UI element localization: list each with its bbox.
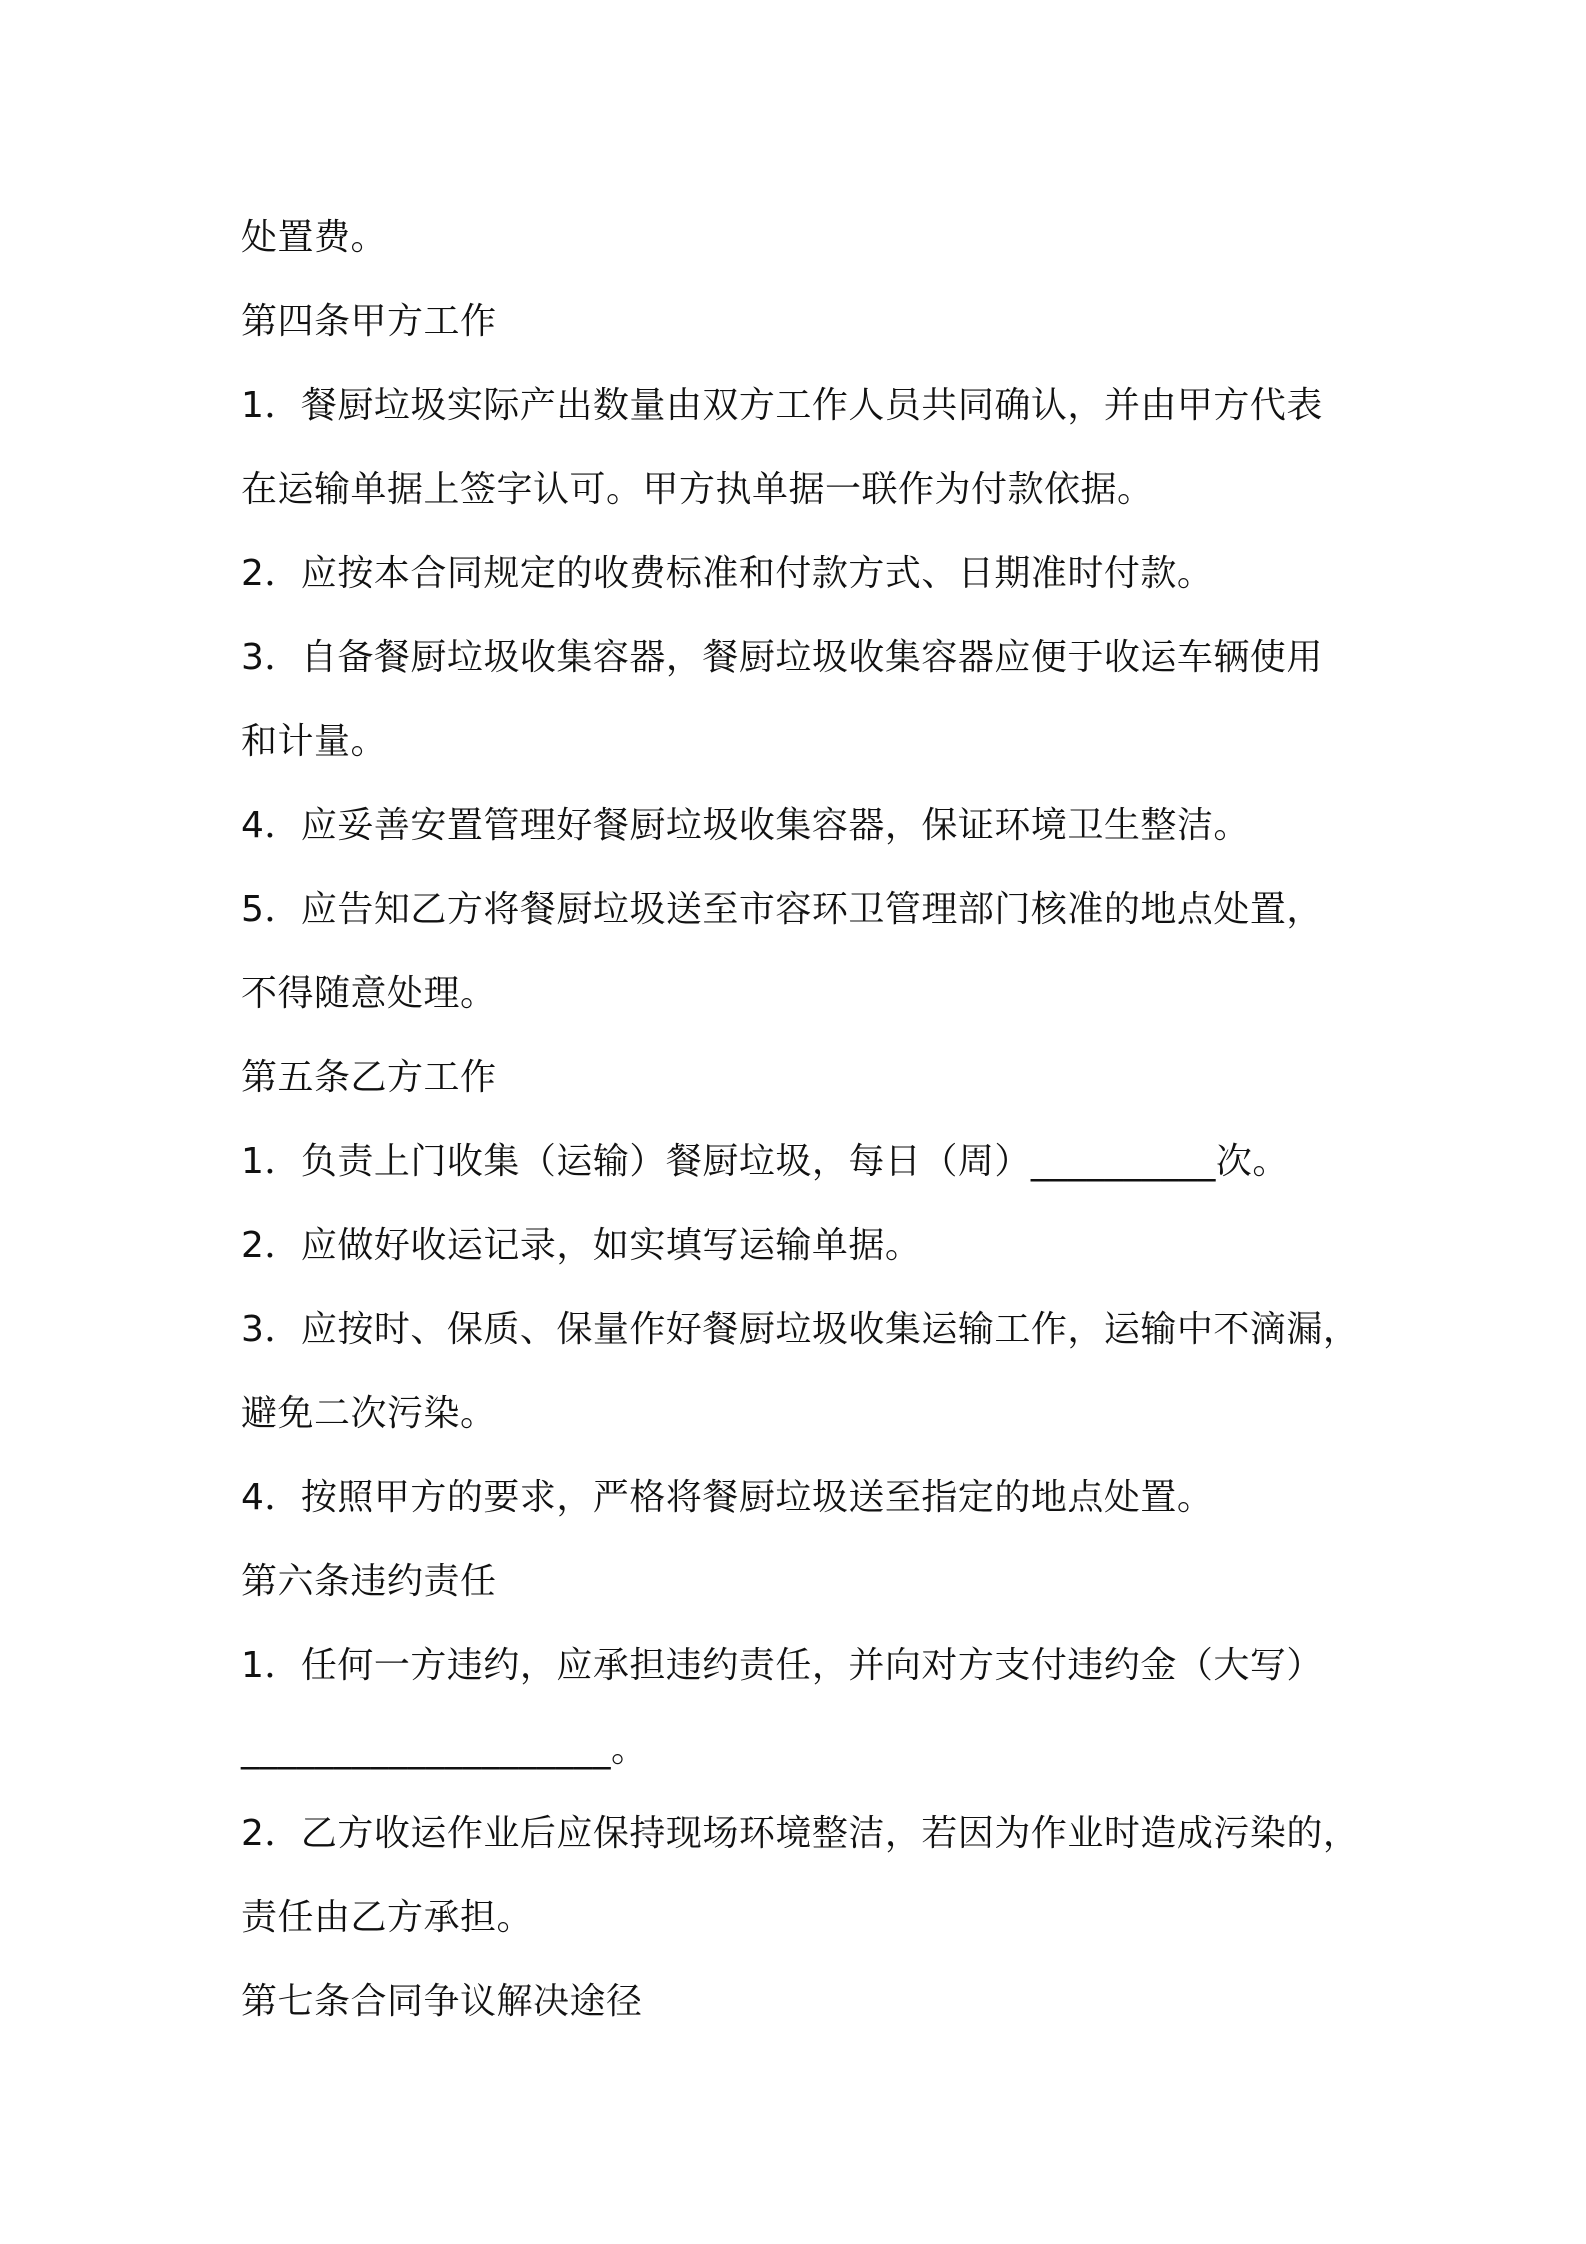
- clause-4-5-line-2: 不得随意处理。: [241, 973, 497, 1014]
- clause-4-4: 4．应妥善安置管理好餐厨垃圾收集容器，保证环境卫生整洁。: [241, 805, 1250, 846]
- clause-4-2: 2．应按本合同规定的收费标准和付款方式、日期准时付款。: [241, 553, 1214, 594]
- contract-text-body: [241, 196, 1401, 2044]
- clause-6-1-line-1: 1．任何一方违约，应承担违约责任，并向对方支付违约金（大写）: [241, 1645, 1323, 1686]
- clause-4-5-line-1: 5．应告知乙方将餐厨垃圾送至市容环卫管理部门核准的地点处置，: [241, 889, 1323, 930]
- clause-6-1-blank-line: ____________________。: [241, 1729, 648, 1770]
- clause-5-4: 4．按照甲方的要求，严格将餐厨垃圾送至指定的地点处置。: [241, 1477, 1214, 1518]
- clause-4-3-line-1: 3．自备餐厨垃圾收集容器，餐厨垃圾收集容器应便于收运车辆使用: [241, 637, 1323, 678]
- clause-4-1-line-1: 1．餐厨垃圾实际产出数量由双方工作人员共同确认，并由甲方代表: [241, 385, 1323, 426]
- section-heading-article-6: 第六条违约责任: [241, 1561, 497, 1602]
- clause-6-2-line-2: 责任由乙方承担。: [241, 1897, 534, 1938]
- clause-5-3-line-2: 避免二次污染。: [241, 1393, 497, 1434]
- clause-6-2-line-1: 2．乙方收运作业后应保持现场环境整洁，若因为作业时造成污染的，: [241, 1813, 1360, 1854]
- clause-5-3-line-1: 3．应按时、保质、保量作好餐厨垃圾收集运输工作，运输中不滴漏，: [241, 1309, 1360, 1350]
- section-heading-article-4: 第四条甲方工作: [241, 301, 497, 342]
- clause-4-1-line-2: 在运输单据上签字认可。甲方执单据一联作为付款依据。: [241, 469, 1154, 510]
- clause-5-2: 2．应做好收运记录，如实填写运输单据。: [241, 1225, 922, 1266]
- section-heading-article-5: 第五条乙方工作: [241, 1057, 497, 1098]
- section-heading-article-7: 第七条合同争议解决途径: [241, 1981, 643, 2022]
- clause-5-1: 1．负责上门收集（运输）餐厨垃圾，每日（周）__________次。: [241, 1141, 1289, 1182]
- clause-4-3-line-2: 和计量。: [241, 721, 388, 762]
- text-line-continuation: 处置费。: [241, 217, 388, 258]
